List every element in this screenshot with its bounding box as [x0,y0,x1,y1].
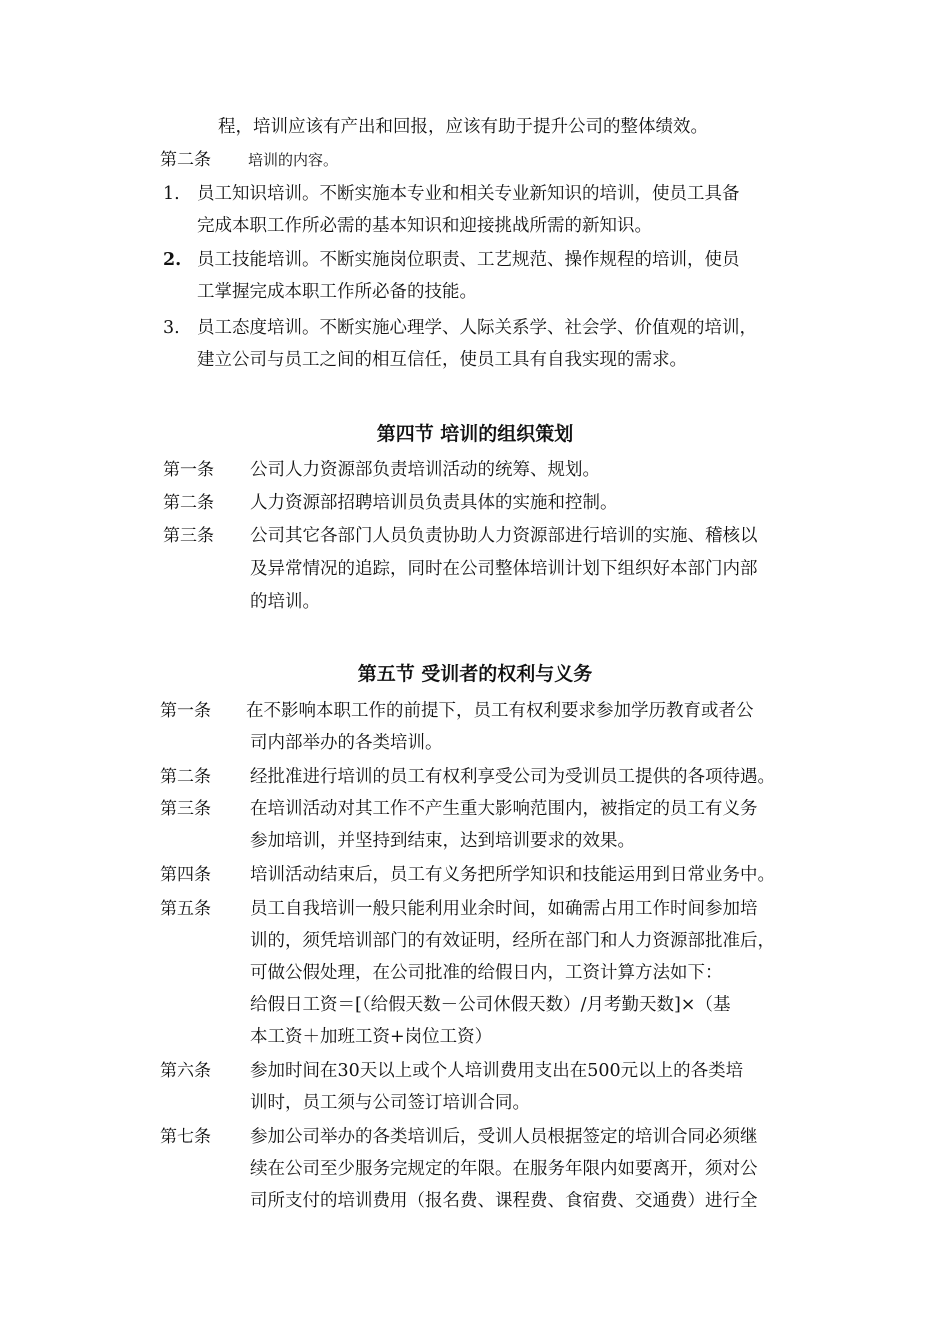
article-line: 培训活动结束后，员工有义务把所学知识和技能运用到日常业务中。 [250,865,775,885]
article-label: 第五条 [160,899,211,919]
article-line: 训时，员工须与公司签订培训合同。 [250,1093,530,1113]
article-label: 第四条 [160,865,211,885]
section-heading: 第五节 受训者的权利与义务 [357,663,593,685]
intro-tail-text: 程，培训应该有产出和回报，应该有助于提升公司的整体绩效。 [218,117,708,137]
list-item-line: 员工知识培训。不断实施本专业和相关专业新知识的培训，使员工具备 [197,184,740,204]
formula-line: 本工资＋加班工资+岗位工资） [250,1027,493,1047]
list-item-line: 工掌握完成本职工作所必备的技能。 [197,282,477,302]
article-line: 可做公假处理，在公司批准的给假日内，工资计算方法如下： [250,963,723,983]
article-line: 经批准进行培训的员工有权利享受公司为受训员工提供的各项待遇。 [250,767,775,787]
article-label: 第二条 [160,150,211,170]
article-label: 第一条 [163,460,214,480]
article-line: 在不影响本职工作的前提下，员工有权利要求参加学历教育或者公 [246,701,754,721]
list-item-number: 1. [163,184,180,204]
article-line: 续在公司至少服务完规定的年限。在服务年限内如要离开，须对公 [250,1159,758,1179]
list-item-number: 3. [163,318,180,338]
article-label: 第二条 [163,493,214,513]
article-line: 的培训。 [250,592,320,612]
article-line: 在培训活动对其工作不产生重大影响范围内，被指定的员工有义务 [250,799,758,819]
article-line: 参加时间在30天以上或个人培训费用支出在500元以上的各类培 [250,1061,744,1081]
article-label: 第一条 [160,701,211,721]
article-label: 第七条 [160,1127,211,1147]
article-line: 训的，须凭培训部门的有效证明，经所在部门和人力资源部批准后， [250,931,775,951]
article-line: 员工自我培训一般只能利用业余时间，如确需占用工作时间参加培 [250,899,758,919]
list-item-number: 2. [163,250,182,270]
article-label: 第六条 [160,1061,211,1081]
article-label: 第三条 [160,799,211,819]
article-text: 培训的内容。 [248,151,339,169]
list-item-line: 员工技能培训。不断实施岗位职责、工艺规范、操作规程的培训，使员 [197,250,740,270]
article-label: 第二条 [160,767,211,787]
article-line: 司所支付的培训费用（报名费、课程费、食宿费、交通费）进行全 [250,1191,758,1211]
list-item-line: 完成本职工作所必需的基本知识和迎接挑战所需的新知识。 [197,216,652,236]
list-item-line: 员工态度培训。不断实施心理学、人际关系学、社会学、价值观的培训， [197,318,757,338]
formula-line: 给假日工资＝[（给假天数－公司休假天数）/月考勤天数]×（基 [250,995,731,1015]
article-line: 司内部举办的各类培训。 [250,733,443,753]
article-line: 公司人力资源部负责培训活动的统筹、规划。 [250,460,600,480]
article-line: 人力资源部招聘培训员负责具体的实施和控制。 [250,493,618,513]
article-line: 公司其它各部门人员负责协助人力资源部进行培训的实施、稽核以 [250,526,758,546]
article-line: 参加培训，并坚持到结束，达到培训要求的效果。 [250,831,635,851]
article-line: 参加公司举办的各类培训后，受训人员根据签定的培训合同必须继 [250,1127,758,1147]
article-line: 及异常情况的追踪，同时在公司整体培训计划下组织好本部门内部 [250,559,758,579]
article-label: 第三条 [163,526,214,546]
section-heading: 第四节 培训的组织策划 [376,423,574,445]
list-item-line: 建立公司与员工之间的相互信任，使员工具有自我实现的需求。 [197,350,687,370]
